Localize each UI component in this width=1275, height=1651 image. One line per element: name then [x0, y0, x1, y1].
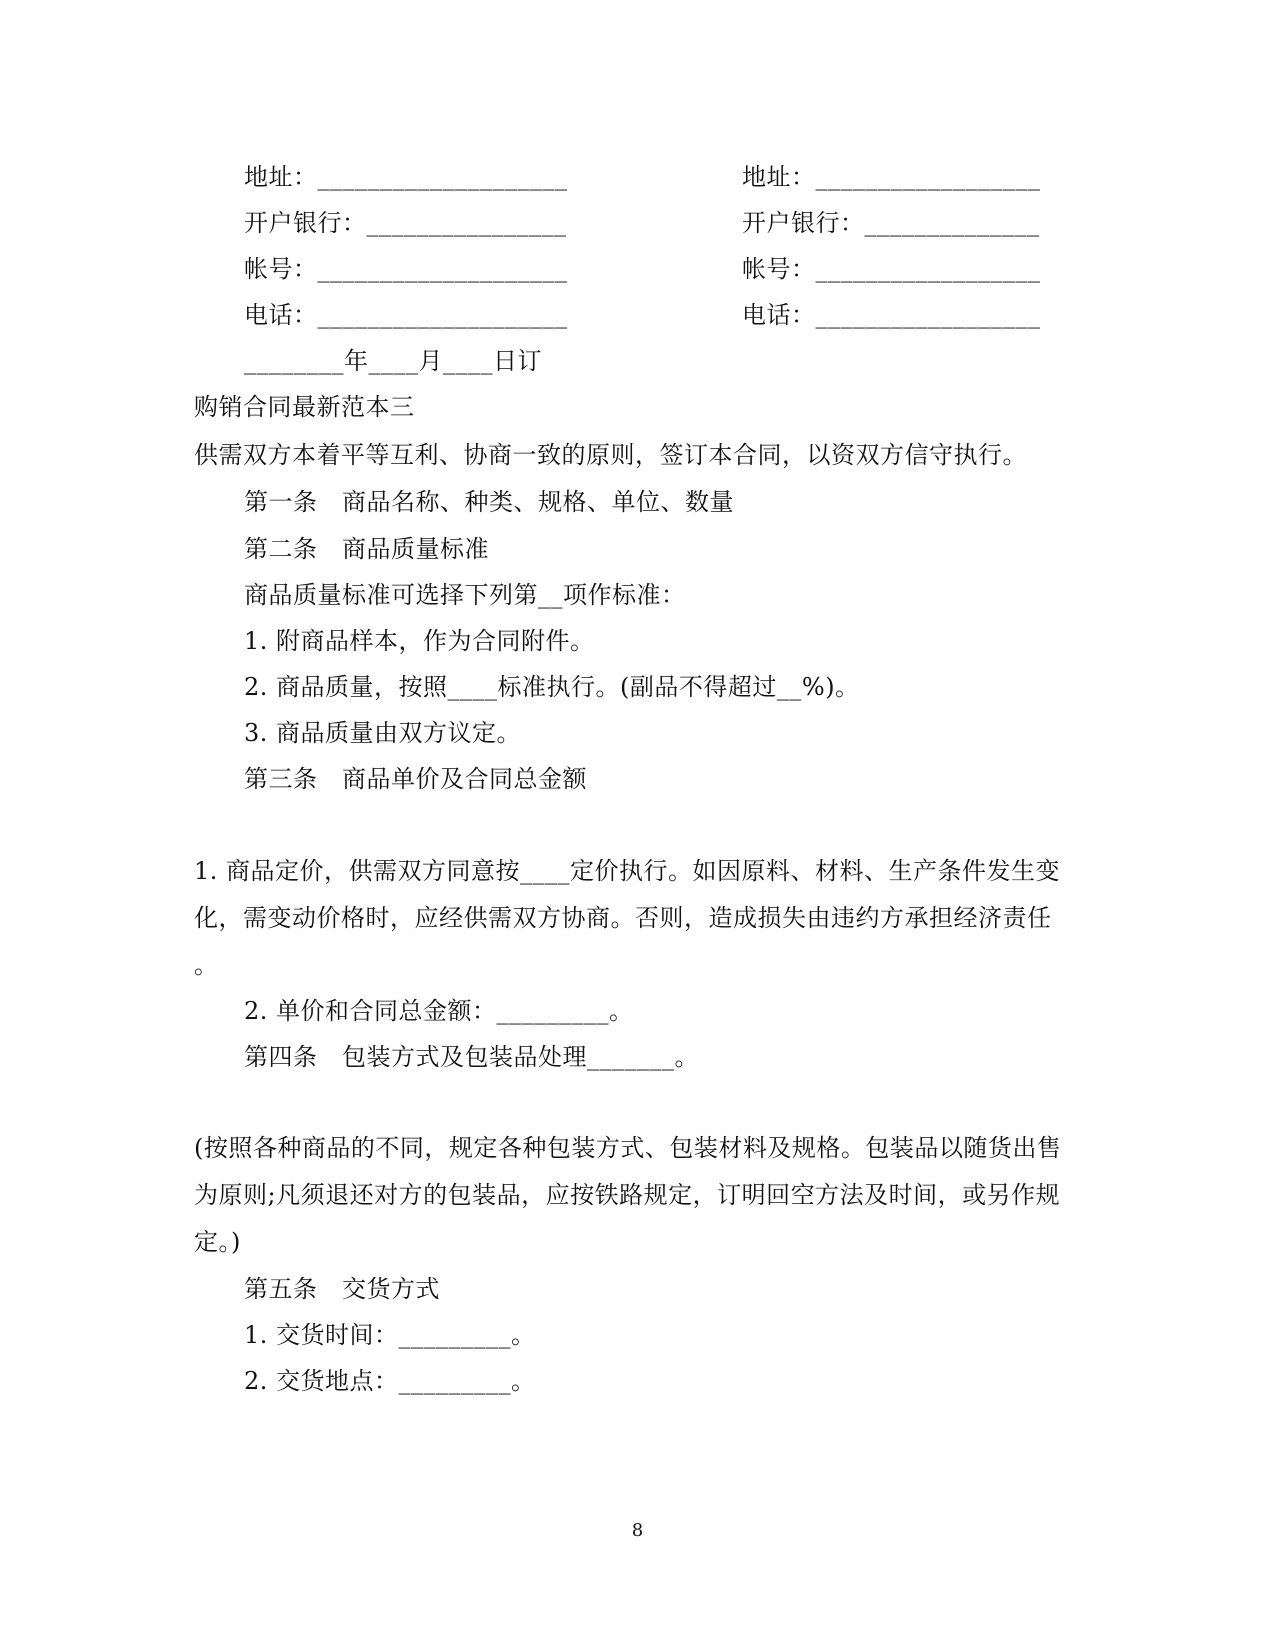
party-a-account: 帐号：____________________ [244, 255, 568, 283]
article-3-item-1-line-3: 。 [194, 951, 219, 979]
party-b-account: 帐号：__________________ [742, 255, 1041, 283]
article-5: 第五条 交货方式 [244, 1275, 440, 1303]
party-b-address: 地址：__________________ [742, 163, 1041, 191]
page-number: 8 [631, 1520, 644, 1541]
party-a-phone: 电话：____________________ [244, 301, 568, 329]
party-a-bank: 开户银行：________________ [244, 209, 567, 237]
article-3: 第三条 商品单价及合同总金额 [244, 765, 587, 793]
article-2-item-1: 1. 附商品样本，作为合同附件。 [244, 627, 595, 655]
party-a-address: 地址：____________________ [244, 163, 568, 191]
article-4-note-line-3: 定。) [194, 1228, 241, 1256]
party-b-bank: 开户银行：______________ [742, 209, 1040, 237]
article-3-item-1-line-2: 化，需变动价格时，应经供需双方协商。否则，造成损失由违约方承担经济责任 [194, 904, 1052, 932]
article-4-note-line-1: (按照各种商品的不同，规定各种包装方式、包装材料及规格。包装品以随货出售 [194, 1134, 1062, 1162]
article-2-item-2: 2. 商品质量，按照____标准执行。(副品不得超过__%)。 [244, 673, 860, 701]
article-2-intro: 商品质量标准可选择下列第__项作标准： [244, 581, 686, 609]
article-1: 第一条 商品名称、种类、规格、单位、数量 [244, 488, 734, 516]
article-4: 第四条 包装方式及包装品处理_______。 [244, 1043, 699, 1071]
article-5-item-2: 2. 交货地点：_________。 [244, 1367, 536, 1395]
article-2-item-3: 3. 商品质量由双方议定。 [244, 719, 522, 747]
signing-date: ________年____月____日订 [244, 347, 542, 375]
section-heading: 购销合同最新范本三 [194, 393, 415, 421]
article-4-note-line-2: 为原则;凡须退还对方的包装品，应按铁路规定，订明回空方法及时间，或另作规 [194, 1181, 1061, 1209]
party-b-phone: 电话：__________________ [742, 301, 1041, 329]
article-2: 第二条 商品质量标准 [244, 535, 489, 563]
article-3-item-2: 2. 单价和合同总金额：_________。 [244, 997, 634, 1025]
intro-paragraph: 供需双方本着平等互利、协商一致的原则，签订本合同，以资双方信守执行。 [194, 441, 1027, 469]
article-3-item-1-line-1: 1. 商品定价，供需双方同意按____定价执行。如因原料、材料、生产条件发生变 [194, 857, 1061, 885]
article-5-item-1: 1. 交货时间：_________。 [244, 1321, 536, 1349]
